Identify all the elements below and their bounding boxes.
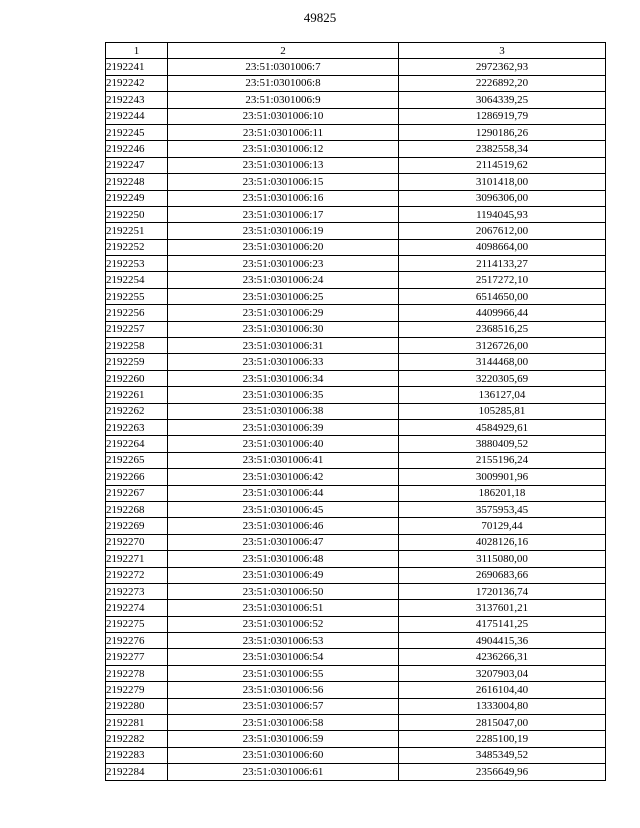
table-row [106,534,606,550]
table-row [106,174,606,190]
cell-number: 2192248 [106,174,168,190]
cell-number: 2192257 [106,321,168,337]
table-row [106,124,606,140]
cell-cadastral-number: 23:51:0301006:40 [168,436,399,452]
cell-cadastral-number: 23:51:0301006:29 [168,305,399,321]
cell-cadastral-number: 23:51:0301006:47 [168,534,399,550]
cell-cadastral-number: 23:51:0301006:17 [168,206,399,222]
cell-number: 2192273 [106,583,168,599]
table-row [106,419,606,435]
cell-value: 2067612,00 [399,223,606,239]
cell-value: 2517272,10 [399,272,606,288]
table-row [106,59,606,75]
table-row [106,92,606,108]
cell-number: 2192263 [106,419,168,435]
table-row [106,305,606,321]
cell-cadastral-number: 23:51:0301006:11 [168,124,399,140]
cell-number: 2192243 [106,92,168,108]
cell-number: 2192271 [106,551,168,567]
cell-cadastral-number: 23:51:0301006:52 [168,616,399,632]
cell-value: 2356649,96 [399,764,606,780]
cell-value: 2616104,40 [399,682,606,698]
cell-cadastral-number: 23:51:0301006:49 [168,567,399,583]
table-row [106,682,606,698]
cell-value: 1194045,93 [399,206,606,222]
table-row [106,469,606,485]
cell-number: 2192255 [106,288,168,304]
table-row [106,665,606,681]
cell-value: 6514650,00 [399,288,606,304]
cell-cadastral-number: 23:51:0301006:13 [168,157,399,173]
column-header-2: 2 [168,43,399,59]
table-row [106,698,606,714]
table-row [106,747,606,763]
cell-cadastral-number: 23:51:0301006:8 [168,75,399,91]
cell-cadastral-number: 23:51:0301006:39 [168,419,399,435]
cell-cadastral-number: 23:51:0301006:7 [168,59,399,75]
table-row [106,288,606,304]
table-row [106,501,606,517]
table-row [106,256,606,272]
cell-value: 3126726,00 [399,338,606,354]
cell-number: 2192262 [106,403,168,419]
table-row [106,338,606,354]
cell-cadastral-number: 23:51:0301006:51 [168,600,399,616]
cell-value: 3220305,69 [399,370,606,386]
cell-value: 2114519,62 [399,157,606,173]
cell-number: 2192265 [106,452,168,468]
table-row [106,321,606,337]
table-row [106,518,606,534]
cell-value: 3009901,96 [399,469,606,485]
cell-cadastral-number: 23:51:0301006:56 [168,682,399,698]
table-row [106,75,606,91]
cell-value: 4584929,61 [399,419,606,435]
table-body [106,59,606,780]
cell-number: 2192266 [106,469,168,485]
table-row [106,436,606,452]
cell-value: 3575953,45 [399,501,606,517]
table-row [106,551,606,567]
table-row [106,354,606,370]
cell-value: 3115080,00 [399,551,606,567]
cell-number: 2192275 [106,616,168,632]
cell-number: 2192246 [106,141,168,157]
cell-value: 2815047,00 [399,715,606,731]
cell-value: 3144468,00 [399,354,606,370]
cell-number: 2192274 [106,600,168,616]
cell-cadastral-number: 23:51:0301006:41 [168,452,399,468]
cell-value: 3096306,00 [399,190,606,206]
cell-value: 4904415,36 [399,633,606,649]
cell-cadastral-number: 23:51:0301006:33 [168,354,399,370]
cell-cadastral-number: 23:51:0301006:58 [168,715,399,731]
cell-number: 2192241 [106,59,168,75]
cell-cadastral-number: 23:51:0301006:42 [168,469,399,485]
cell-number: 2192249 [106,190,168,206]
table-row [106,157,606,173]
cell-number: 2192272 [106,567,168,583]
cell-number: 2192259 [106,354,168,370]
cell-number: 2192256 [106,305,168,321]
table-row [106,715,606,731]
cell-value: 4028126,16 [399,534,606,550]
cell-number: 2192282 [106,731,168,747]
cell-value: 4236266,31 [399,649,606,665]
table-row [106,731,606,747]
cell-cadastral-number: 23:51:0301006:23 [168,256,399,272]
cell-value: 2226892,20 [399,75,606,91]
cell-value: 2285100,19 [399,731,606,747]
cell-cadastral-number: 23:51:0301006:15 [168,174,399,190]
table-row [106,616,606,632]
cell-value: 2155196,24 [399,452,606,468]
column-header-3: 3 [399,43,606,59]
cell-number: 2192279 [106,682,168,698]
table-row [106,764,606,780]
cell-value: 3207903,04 [399,665,606,681]
table-row [106,190,606,206]
cell-value: 3064339,25 [399,92,606,108]
cell-cadastral-number: 23:51:0301006:46 [168,518,399,534]
cell-number: 2192260 [106,370,168,386]
cell-cadastral-number: 23:51:0301006:54 [168,649,399,665]
cell-value: 1720136,74 [399,583,606,599]
cell-cadastral-number: 23:51:0301006:55 [168,665,399,681]
table-header-row [106,43,606,59]
cell-cadastral-number: 23:51:0301006:60 [168,747,399,763]
table-row [106,485,606,501]
cell-number: 2192252 [106,239,168,255]
cell-cadastral-number: 23:51:0301006:25 [168,288,399,304]
cell-value: 3101418,00 [399,174,606,190]
table-row [106,370,606,386]
cell-number: 2192283 [106,747,168,763]
cell-cadastral-number: 23:51:0301006:53 [168,633,399,649]
cell-value: 2382558,34 [399,141,606,157]
page-number: 49825 [303,10,337,25]
table-row [106,387,606,403]
cell-number: 2192261 [106,387,168,403]
cell-number: 2192280 [106,698,168,714]
cell-number: 2192277 [106,649,168,665]
cell-number: 2192276 [106,633,168,649]
cell-value: 3485349,52 [399,747,606,763]
cell-number: 2192242 [106,75,168,91]
cell-number: 2192268 [106,501,168,517]
cell-value: 3880409,52 [399,436,606,452]
cell-value: 136127,04 [399,387,606,403]
cell-cadastral-number: 23:51:0301006:61 [168,764,399,780]
cell-number: 2192250 [106,206,168,222]
cell-cadastral-number: 23:51:0301006:10 [168,108,399,124]
cell-cadastral-number: 23:51:0301006:34 [168,370,399,386]
table-row [106,600,606,616]
cell-cadastral-number: 23:51:0301006:19 [168,223,399,239]
cell-cadastral-number: 23:51:0301006:9 [168,92,399,108]
cell-cadastral-number: 23:51:0301006:59 [168,731,399,747]
table-row [106,206,606,222]
table-row [106,108,606,124]
cell-cadastral-number: 23:51:0301006:16 [168,190,399,206]
cell-number: 2192245 [106,124,168,140]
cell-number: 2192284 [106,764,168,780]
cell-number: 2192251 [106,223,168,239]
cell-value: 3137601,21 [399,600,606,616]
cell-cadastral-number: 23:51:0301006:31 [168,338,399,354]
cell-value: 4409966,44 [399,305,606,321]
cell-number: 2192253 [106,256,168,272]
cell-cadastral-number: 23:51:0301006:48 [168,551,399,567]
cell-cadastral-number: 23:51:0301006:57 [168,698,399,714]
cell-value: 105285,81 [399,403,606,419]
data-table [105,42,606,781]
cell-value: 2690683,66 [399,567,606,583]
table-row [106,403,606,419]
cell-value: 2114133,27 [399,256,606,272]
cell-cadastral-number: 23:51:0301006:50 [168,583,399,599]
cell-cadastral-number: 23:51:0301006:35 [168,387,399,403]
cell-number: 2192270 [106,534,168,550]
cell-number: 2192267 [106,485,168,501]
cell-cadastral-number: 23:51:0301006:12 [168,141,399,157]
table-row [106,583,606,599]
column-header-1: 1 [106,43,168,59]
cell-number: 2192244 [106,108,168,124]
table-row [106,452,606,468]
cell-number: 2192254 [106,272,168,288]
table-row [106,567,606,583]
cell-number: 2192258 [106,338,168,354]
cell-value: 2972362,93 [399,59,606,75]
cell-number: 2192278 [106,665,168,681]
table-row [106,141,606,157]
cell-cadastral-number: 23:51:0301006:38 [168,403,399,419]
cell-value: 2368516,25 [399,321,606,337]
table-row [106,633,606,649]
cell-number: 2192281 [106,715,168,731]
cell-number: 2192264 [106,436,168,452]
cell-value: 4098664,00 [399,239,606,255]
cell-value: 70129,44 [399,518,606,534]
cell-value: 1286919,79 [399,108,606,124]
cell-value: 1333004,80 [399,698,606,714]
table-row [106,223,606,239]
cell-cadastral-number: 23:51:0301006:45 [168,501,399,517]
table-row [106,649,606,665]
cell-value: 1290186,26 [399,124,606,140]
cell-cadastral-number: 23:51:0301006:24 [168,272,399,288]
cell-cadastral-number: 23:51:0301006:20 [168,239,399,255]
table-row [106,272,606,288]
cell-value: 4175141,25 [399,616,606,632]
cell-cadastral-number: 23:51:0301006:44 [168,485,399,501]
table-row [106,239,606,255]
cell-number: 2192269 [106,518,168,534]
cell-value: 186201,18 [399,485,606,501]
cell-cadastral-number: 23:51:0301006:30 [168,321,399,337]
cell-number: 2192247 [106,157,168,173]
